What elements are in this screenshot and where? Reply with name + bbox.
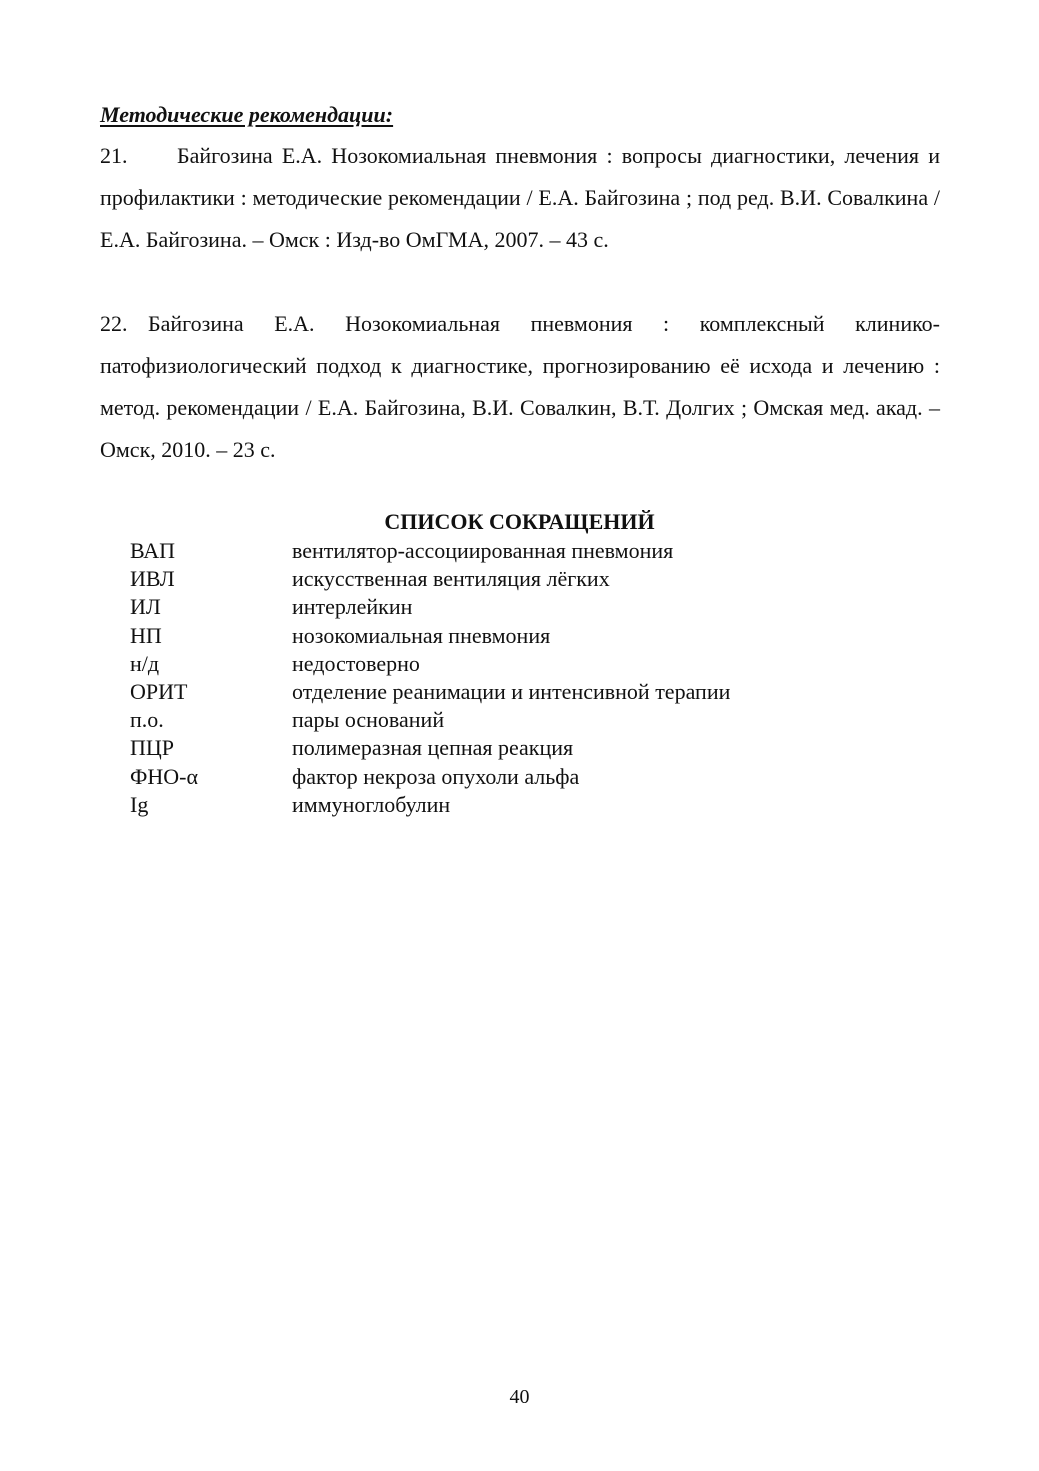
abbreviation-row (130, 763, 730, 791)
abbreviation-term: НП (130, 622, 162, 648)
methodical-recommendations-heading: Методические рекомендации: (100, 102, 394, 127)
reference-number: 21. (100, 143, 128, 168)
abbreviations-title-row (0, 505, 1039, 539)
abbreviation-definition: интерлейкин (292, 594, 413, 620)
abbreviation-term: ОРИТ (130, 679, 188, 705)
abbreviation-term: ИВЛ (130, 566, 175, 592)
abbreviation-definition: полимеразная цепная реакция (292, 735, 574, 761)
abbreviation-row (130, 734, 730, 762)
page-number: 40 (509, 1386, 530, 1408)
abbreviation-row (130, 537, 730, 565)
reference-text: Байгозина Е.А. Нозокомиальная пневмония : комплексный клинико-патофизиологический подход к диагностике, прогнозированию её исхода и лечению : метод. рекомендации / Е.А. Байгозина, В.И. Совалкин, В.Т. Долгих ; Омская мед. акад. – Омск, 2010. – 23 с. (100, 311, 940, 462)
reference-21 (100, 135, 940, 261)
abbreviation-row (130, 650, 730, 678)
abbreviation-definition: нозокомиальная пневмония (292, 622, 551, 648)
reference-text: Байгозина Е.А. Нозокомиальная пневмония : вопросы диагностики, лечения и профилактики : методические рекомендации / Е.А. Байгозина ; под ред. В.И. Совалкина / Е.А. Байгозина. – Омск : Изд-во ОмГМА, 2007. – 43 с. (100, 143, 940, 252)
abbreviation-term: ФНО-α (130, 763, 199, 789)
abbreviation-row (130, 565, 730, 593)
abbreviation-definition: недостоверно (292, 650, 420, 676)
abbreviation-row (130, 706, 730, 734)
abbreviation-definition: пары оснований (292, 707, 445, 733)
abbreviation-row (130, 791, 730, 819)
abbreviation-term: ПЦР (130, 735, 175, 761)
abbreviation-term: ИЛ (130, 594, 161, 620)
abbreviation-term: Ig (130, 791, 149, 817)
reference-22 (100, 303, 940, 471)
abbreviation-definition: фактор некроза опухоли альфа (292, 763, 580, 789)
abbreviations-title: СПИСОК СОКРАЩЕНИЙ (384, 509, 655, 534)
abbreviation-definition: вентилятор-ассоциированная пневмония (292, 538, 674, 563)
abbreviation-row (130, 593, 730, 621)
abbreviation-row (130, 678, 730, 706)
abbreviations-list (130, 537, 730, 819)
abbreviation-term: п.о. (130, 707, 164, 733)
abbreviation-term: ВАП (130, 538, 176, 563)
abbreviation-definition: иммуноглобулин (292, 791, 451, 817)
abbreviation-term: н/д (130, 650, 160, 676)
reference-number: 22. (100, 311, 128, 336)
abbreviation-row (130, 622, 730, 650)
abbreviation-definition: отделение реанимации и интенсивной терапии (292, 679, 731, 705)
abbreviation-definition: искусственная вентиляция лёгких (292, 566, 610, 592)
